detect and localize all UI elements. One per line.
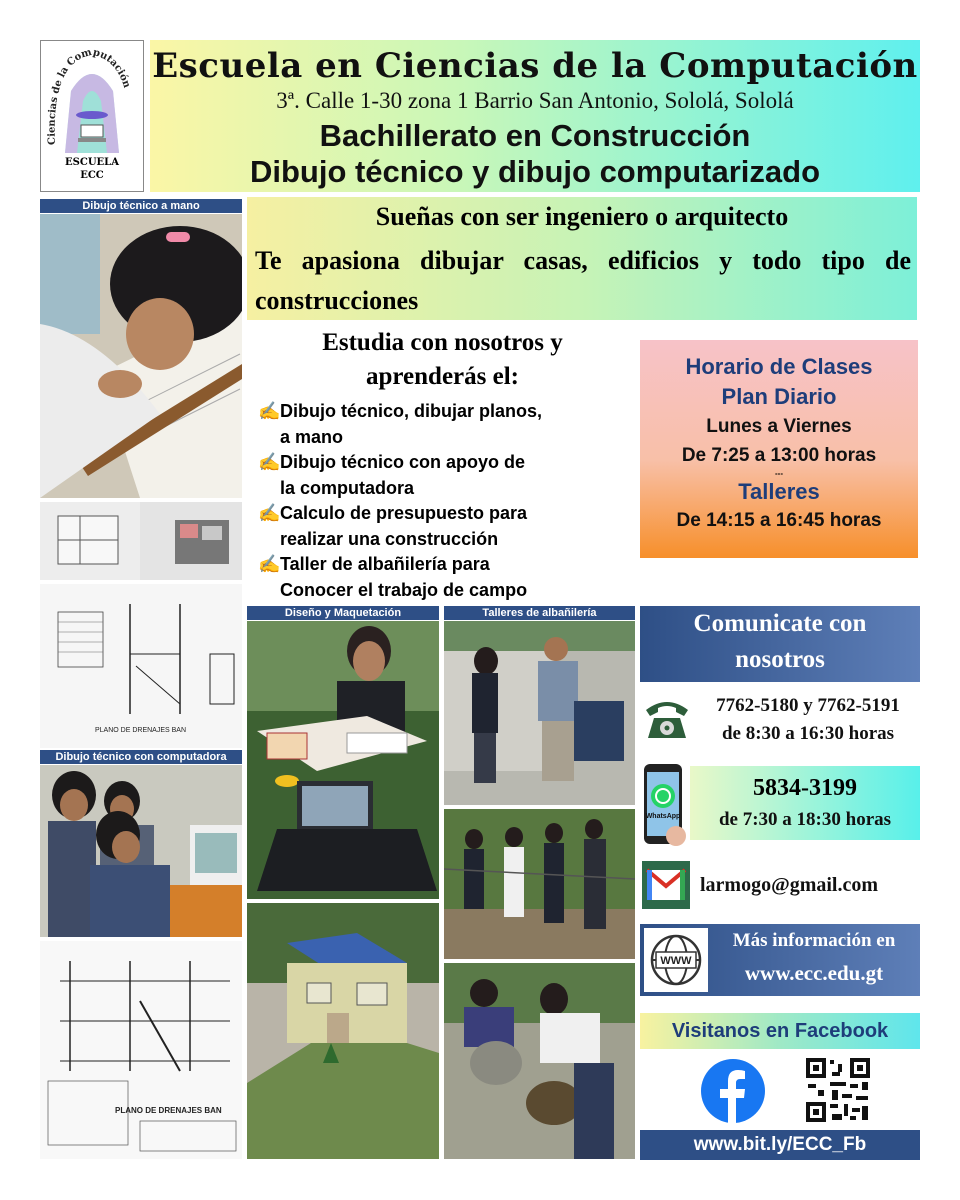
email-icon xyxy=(641,860,691,910)
photo-masonry-workshop-1 xyxy=(444,621,635,805)
list-item xyxy=(258,449,638,501)
photo-floor-plans xyxy=(40,502,242,580)
whatsapp-hours: de 7:30 a 18:30 horas xyxy=(718,809,892,830)
www-label: WWW xyxy=(660,955,692,967)
photo-house-model xyxy=(247,903,439,1159)
schedule-title1: Horario de Clases xyxy=(685,354,873,379)
globe-icon xyxy=(644,928,708,992)
phone-numbers[interactable]: 7762-5180 y 7762-5191 xyxy=(716,695,900,716)
website-link[interactable]: www.ecc.edu.gt xyxy=(744,961,884,985)
web-title: Más información en xyxy=(732,930,896,951)
school-title: Escuela en Ciencias de la Computación xyxy=(152,46,918,86)
email-address[interactable]: larmogo@gmail.com xyxy=(700,874,879,896)
website-box xyxy=(640,924,920,996)
photo-student-drawing xyxy=(40,214,242,498)
whatsapp-box xyxy=(690,766,920,840)
workshops-hours: De 14:15 a 16:45 horas xyxy=(676,510,882,531)
logo-line2: ECC xyxy=(80,170,104,181)
whatsapp-number[interactable]: 5834-3199 xyxy=(753,775,857,801)
study-title-line2: aprenderás el: xyxy=(366,363,519,390)
photo-students-computer xyxy=(40,765,242,937)
list-item-line1: Calculo de presupuesto para xyxy=(280,503,528,523)
contact-title2: nosotros xyxy=(735,646,825,673)
study-title xyxy=(250,326,635,394)
list-item-line2: Conocer el trabajo de campo xyxy=(280,580,528,600)
logo-line1: ESCUELA xyxy=(65,157,119,168)
qr-code-icon[interactable] xyxy=(804,1056,872,1124)
study-title-line1: Estudia con nosotros y xyxy=(322,329,563,356)
list-item-line1: Dibujo técnico con apoyo de xyxy=(280,452,526,472)
school-logo xyxy=(40,40,144,192)
schedule-hours: De 7:25 a 13:00 horas xyxy=(681,445,877,466)
phone-hours: de 8:30 a 16:30 horas xyxy=(721,723,895,744)
whatsapp-phone-icon xyxy=(640,762,688,848)
schedule-days: Lunes a Viernes xyxy=(706,416,852,437)
facebook-url[interactable]: www.bit.ly/ECC_Fb xyxy=(640,1130,920,1160)
school-address: 3ª. Calle 1-30 zona 1 Barrio San Antonio, Sololá, Sololá xyxy=(276,88,794,113)
list-item-line2: realizar una construcción xyxy=(280,529,499,549)
plan-label-top: PLANO DE DRENAJES BAN xyxy=(95,727,187,734)
dream-line1: Sueñas con ser ingeniero o arquitecto xyxy=(375,202,789,231)
photo-drainage-plan xyxy=(40,941,242,1159)
caption-design: Diseño y Maquetación xyxy=(247,606,439,620)
pen-icon: ✍ xyxy=(258,554,281,574)
contact-header xyxy=(640,606,920,682)
program-subtitle: Dibujo técnico y dibujo computarizado xyxy=(249,154,821,189)
list-item-line1: Taller de albañilería para xyxy=(280,554,490,574)
logo-arc-text: Ciencias de la Computación xyxy=(46,46,133,146)
dream-banner xyxy=(247,197,917,320)
pen-icon: ✍ xyxy=(258,503,281,523)
header-banner xyxy=(150,40,920,192)
list-item-line2: a mano xyxy=(280,427,344,447)
caption-workshops: Talleres de albañilería xyxy=(444,606,635,620)
caption-hand-drawing: Dibujo técnico a mano xyxy=(40,199,242,213)
caption-computer-drawing: Dibujo técnico con computadora xyxy=(40,750,242,764)
photo-masonry-workshop-3 xyxy=(444,963,635,1159)
schedule-title2: Plan Diario xyxy=(721,384,837,409)
photo-masonry-workshop-2 xyxy=(444,809,635,959)
list-item xyxy=(258,551,638,603)
list-item xyxy=(258,398,638,450)
photo-design-model xyxy=(247,621,439,899)
whatsapp-label: WhatsApp xyxy=(645,813,681,820)
list-item-line2: la computadora xyxy=(280,478,415,498)
pen-icon: ✍ xyxy=(258,401,281,421)
workshops-title: Talleres xyxy=(738,479,820,504)
list-item xyxy=(258,500,638,552)
schedule-separator: --- xyxy=(775,469,783,478)
pen-icon: ✍ xyxy=(258,452,281,472)
telephone-icon xyxy=(642,696,692,742)
schedule-box xyxy=(640,340,918,558)
dream-line2: Te apasiona dibujar casas, edificios y todo tipo de construcciones xyxy=(255,246,911,315)
facebook-title: Visitanos en Facebook xyxy=(640,1013,920,1049)
facebook-icon[interactable] xyxy=(700,1058,766,1124)
phone-block xyxy=(696,692,920,748)
plan-label-drainage: PLANO DE DRENAJES BAN xyxy=(115,1106,222,1115)
photo-technical-plan xyxy=(40,584,242,748)
contact-title1: Comunicate con xyxy=(693,610,867,637)
program-title: Bachillerato en Construcción xyxy=(319,118,751,153)
list-item-line1: Dibujo técnico, dibujar planos, xyxy=(280,401,543,421)
